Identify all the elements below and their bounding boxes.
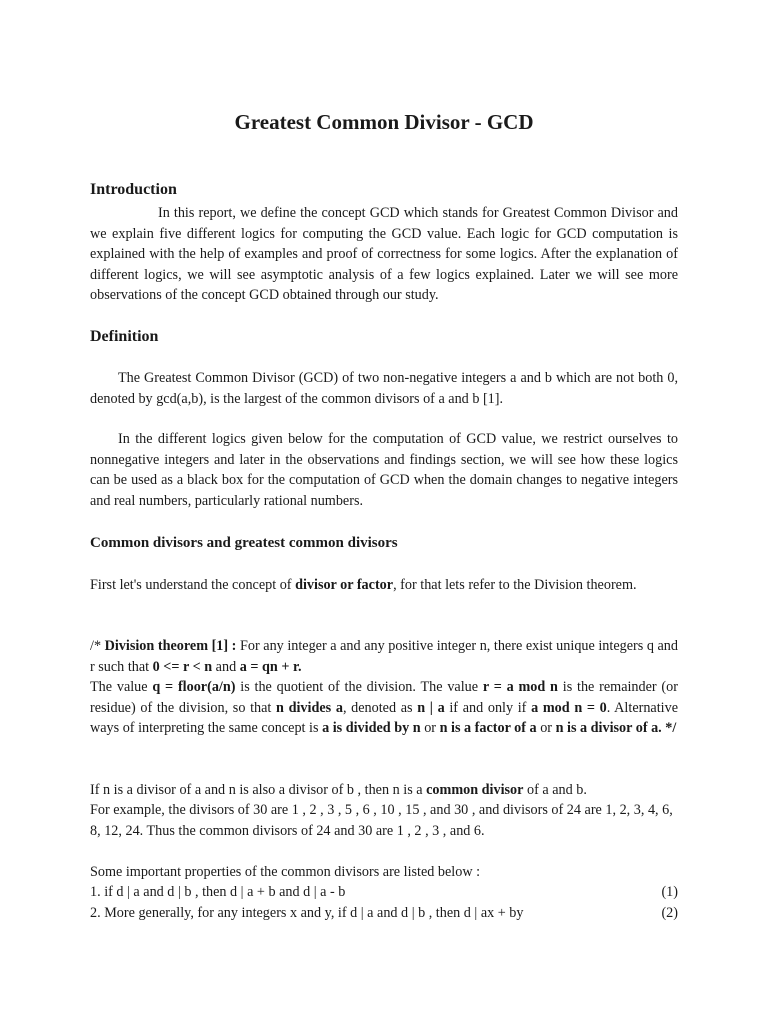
- property-text: 1. if d | a and d | b , then d | a + b and d | a - b: [90, 884, 346, 900]
- common-divisors-heading: Common divisors and greatest common divisors: [90, 535, 398, 551]
- property-text: 2. More generally, for any integers x and y, if d | a and d | b , then d | ax + by: [90, 905, 524, 921]
- definition-paragraph-1: The Greatest Common Divisor (GCD) of two non-negative integers a and b which are not both 0, denoted by gcd(a,b), is the largest of the common divisors of a and b [1].: [90, 370, 678, 407]
- division-theorem-paragraph: /* Division theorem [1] : For any integer a and any positive integer n, there exist unique integers q and r such that 0 <= r < n and a = qn + r.: [90, 638, 678, 675]
- document-title: Greatest Common Divisor - GCD: [234, 110, 534, 134]
- properties-intro: Some important properties of the common divisors are listed below :: [90, 864, 481, 880]
- definition-heading: Definition: [90, 328, 159, 345]
- property-item-1: [90, 882, 678, 903]
- definition-paragraph-2: In the different logics given below for the computation of GCD value, we restrict ourselves to nonnegative integers and later in the observations and findings section, we will see how these logics can be used as a black box for the computation of GCD when the domain changes to negative integers and real numbers, particularly rational numbers.: [90, 431, 678, 509]
- equation-number: (2): [661, 905, 678, 921]
- equation-number: (1): [661, 884, 678, 900]
- introduction-paragraph: In this report, we define the concept GCD which stands for Greatest Common Divisor and we explain five different logics for computing the GCD value. Each logic for GCD computation is explained with the help of examples and proof of correctness for some logics. After the explanation of different logics, we will see asymptotic analysis of a few logics explained. Later we will see more observations of the concept GCD obtained through our study.: [90, 205, 678, 304]
- divisor-concept-paragraph: First let's understand the concept of divisor or factor, for that lets refer to the Division theorem.: [90, 577, 637, 593]
- property-item-2: [90, 903, 678, 924]
- quotient-remainder-paragraph: The value q = floor(a/n) is the quotient of the division. The value r = a mod n is the remainder (or residue) of the division, so that n divides a, denoted as n | a if and only if a mod n = 0. Alternative ways of interpreting the same concept is a is divided by n or n is a factor of a or n is a divisor of a. */: [90, 679, 679, 737]
- common-divisor-example: For example, the divisors of 30 are 1 , 2 , 3 , 5 , 6 , 10 , 15 , and 30 , and divisors of 24 are 1, 2, 3, 4, 6, 8, 12, 24. Thus the common divisors of 24 and 30 are 1 , 2 , 3 , and 6.: [90, 802, 673, 839]
- common-divisor-definition: If n is a divisor of a and n is also a divisor of b , then n is a common divisor of a and b.: [90, 782, 587, 798]
- introduction-heading: Introduction: [90, 181, 177, 198]
